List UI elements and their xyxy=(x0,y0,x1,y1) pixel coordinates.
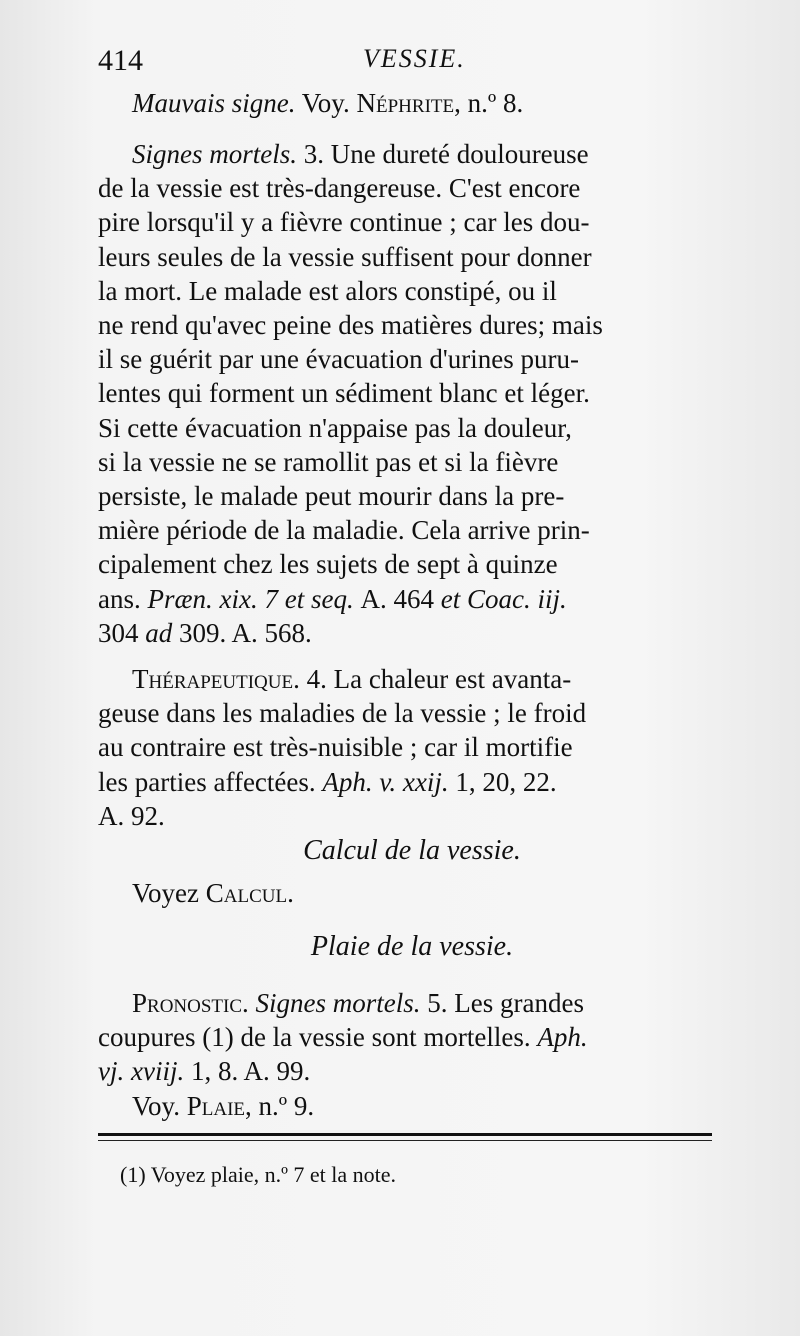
section-title: Calcul de la vessie. xyxy=(303,835,521,866)
citation: 309. A. 568. xyxy=(179,617,312,648)
text-line: Voy. xyxy=(132,1090,181,1121)
section-title: Plaie de la vessie. xyxy=(310,931,514,962)
entry-pronostic xyxy=(98,986,726,1123)
text-line: les parties affectées. xyxy=(98,766,316,797)
text-line: 4. La chaleur est avanta- xyxy=(306,664,572,694)
text-line: ne rend qu'avec peine des matières dures; mais xyxy=(98,310,603,341)
text-line: de la vessie est très-dangereuse. C'est encore xyxy=(98,173,581,204)
section-plaie xyxy=(98,930,726,964)
footnote xyxy=(120,1162,396,1188)
citation: 304 xyxy=(98,617,139,648)
footnote-text: Voyez plaie, n.º 7 et la note. xyxy=(150,1162,397,1187)
citation: 1, 8. A. 99. xyxy=(190,1056,311,1087)
reference-number: , n.º 9. xyxy=(245,1090,315,1121)
footnote-rule xyxy=(98,1133,712,1136)
text-line: 5. Les grandes xyxy=(427,988,584,1018)
cross-reference: Calcul. xyxy=(205,878,294,909)
text-line: Voyez xyxy=(132,878,199,909)
text-line: leurs seules de la vessie suffisent pour donner xyxy=(98,241,592,272)
citation: Præn. xix. 7 et seq. xyxy=(147,583,354,614)
entry-label: Signes mortels. xyxy=(132,139,297,169)
entry-mauvais-signe xyxy=(98,86,726,120)
text-line: mière période de la maladie. Cela arrive prin- xyxy=(98,515,590,546)
text-line: Si cette évacuation n'appaise pas la douleur, xyxy=(98,412,572,443)
text-line: ans. xyxy=(98,583,141,614)
text-line: si la vessie ne se ramollit pas et si la fièvre xyxy=(98,446,559,477)
text-line: cipalement chez les sujets de sept à quinze xyxy=(98,549,558,580)
citation: ad xyxy=(145,617,173,648)
running-title: VESSIE. xyxy=(363,44,466,73)
footnote-rule-thin xyxy=(98,1140,712,1141)
text-line: persiste, le malade peut mourir dans la pre- xyxy=(98,481,565,512)
cross-reference: Plaie xyxy=(186,1090,246,1121)
entry-label: Thérapeutique. xyxy=(132,664,300,694)
page-header xyxy=(98,38,726,82)
citation: Aph. xyxy=(537,1022,588,1053)
citation: A. 464 xyxy=(360,583,434,614)
citation: vj. xviij. xyxy=(98,1056,185,1087)
entry-therapeutique xyxy=(98,662,726,833)
entry-label: Mauvais signe. xyxy=(132,88,296,118)
citation: et Coac. iij. xyxy=(440,583,567,614)
entry-label: Pronostic. xyxy=(132,988,249,1018)
entry-text: Voy. xyxy=(301,88,350,118)
text-line: pire lorsqu'il y a fièvre continue ; car les dou- xyxy=(98,207,590,238)
citation: A. 92. xyxy=(98,800,165,831)
section-calcul xyxy=(98,834,726,910)
text-line: geuse dans les maladies de la vessie ; le froid xyxy=(98,698,587,729)
text-line: coupures (1) de la vessie sont mortelles. xyxy=(98,1022,531,1053)
footnote-marker: (1) xyxy=(120,1162,146,1187)
text-line: il se guérit par une évacuation d'urines puru- xyxy=(98,344,579,375)
entry-sublabel: Signes mortels. xyxy=(255,988,421,1018)
text-line: 3. Une dureté douloureuse xyxy=(303,139,589,169)
page-number: 414 xyxy=(98,44,143,77)
text-line: au contraire est très-nuisible ; car il mortifie xyxy=(98,732,573,763)
text-line: lentes qui forment un sédiment blanc et léger. xyxy=(98,378,590,409)
reference-number: , n.º 8. xyxy=(454,88,524,118)
entry-signes-mortels-3 xyxy=(98,137,726,650)
citation: Aph. v. xxij. xyxy=(322,766,449,797)
text-line: la mort. Le malade est alors constipé, ou il xyxy=(98,275,557,306)
citation: 1, 20, 22. xyxy=(455,766,557,797)
cross-reference: Néphrite xyxy=(356,88,455,118)
